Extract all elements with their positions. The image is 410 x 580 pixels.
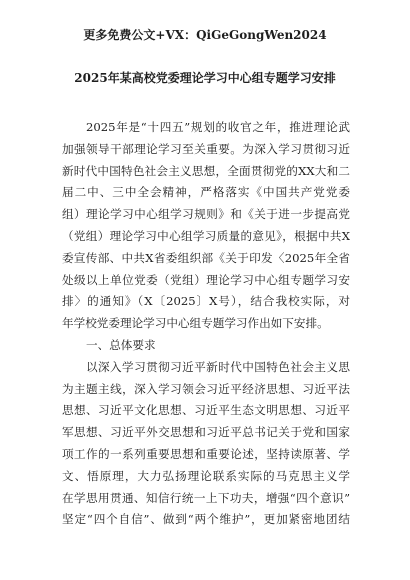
watermark-header: 更多免费公文+VX：QiGeGongWen2024 [83, 28, 327, 42]
paragraph-line: 项工作的一系列重要思想和重要论述，坚持读原著、学 [62, 446, 350, 461]
paragraph-line: 文、悟原理，大力弘扬理论联系实际的马克思主义学 [62, 468, 350, 483]
paragraph-line: （党组）理论学习中心组学习质量的意见》，根据中共X [62, 228, 350, 243]
paragraph-line: 年学校党委理论学习中心组专题学习作出如下安排。 [62, 316, 329, 331]
paragraph-line: 2025年是“十四五”规划的收官之年，推进理论武 [86, 120, 350, 134]
paragraph-line: 新时代中国特色社会主义思想，全面贯彻党的XX大和二 [62, 163, 350, 178]
paragraph-line: 加强领导干部理论学习至关重要。为深入学习贯彻习近 [62, 141, 350, 156]
paragraph-line: 坚定“四个自信”、做到“两个维护”，更加紧密地团结 [62, 512, 350, 527]
section-heading: 一、总体要求 [86, 337, 156, 352]
paragraph-line: 委宣传部、中共X省委组织部《关于印发〈2025年全省 [62, 250, 350, 265]
paragraph-line: 在学思用贯通、知信行统一上下功夫，增强“四个意识” [62, 490, 350, 505]
paragraph-line: 排〉的通知》（X〔2025〕X号），结合我校实际，对 [62, 294, 350, 309]
paragraph-line: 处级以上单位党委（党组）理论学习中心组专题学习安 [62, 272, 350, 287]
paragraph-line: 组）理论学习中心组学习规则》和《关于进一步提高党 [62, 207, 350, 222]
paragraph-line: 思想、习近平文化思想、习近平生态文明思想、习近平 [62, 403, 350, 418]
document-body [62, 117, 350, 531]
paragraph-line: 以深入学习贯彻习近平新时代中国特色社会主义思 [86, 359, 350, 374]
paragraph-line: 为主题主线，深入学习领会习近平经济思想、习近平法 [62, 381, 350, 396]
document-title: 2025年某高校党委理论学习中心组专题学习安排 [74, 71, 336, 85]
paragraph-line: 届二中、三中全会精神，严格落实《中国共产党党委 [62, 185, 350, 200]
paragraph-line: 军思想、习近平外交思想和习近平总书记关于党和国家 [62, 425, 350, 440]
